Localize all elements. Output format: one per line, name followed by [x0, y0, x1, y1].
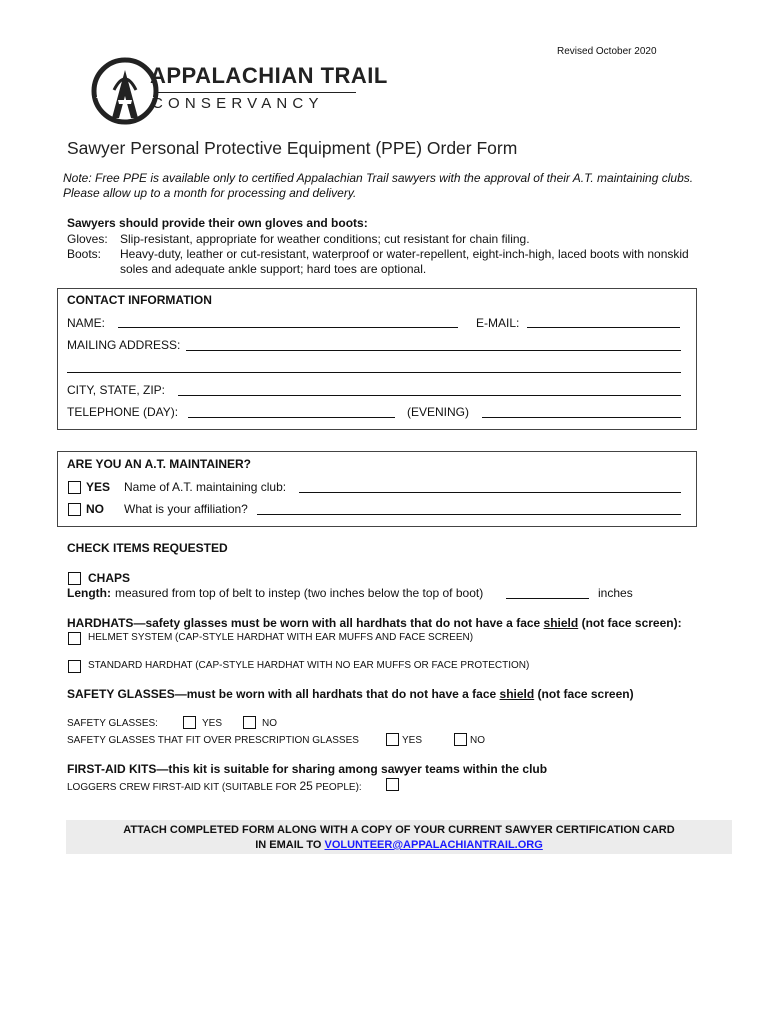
firstaid-label-tail: PEOPLE):: [312, 782, 362, 793]
standard-hardhat-checkbox[interactable]: [68, 660, 81, 673]
over-glasses-no-label: NO: [470, 735, 485, 746]
name-field[interactable]: [118, 327, 458, 328]
note-line2: Please allow up to a month for processing and delivery.: [63, 186, 357, 200]
glasses-no-checkbox[interactable]: [243, 716, 256, 729]
firstaid-kit-checkbox[interactable]: [386, 778, 399, 791]
telephone-day-label: TELEPHONE (DAY):: [67, 405, 179, 419]
glasses-heading-text: SAFETY GLASSES—must be worn with all hardhats that do not have a face: [67, 687, 500, 701]
club-prompt: Name of A.T. maintaining club:: [124, 480, 287, 494]
club-name-field[interactable]: [299, 492, 681, 493]
glasses-yes-checkbox[interactable]: [183, 716, 196, 729]
gloves-label: Gloves:: [67, 232, 108, 246]
firstaid-label-count: 25: [299, 779, 313, 793]
boots-text-1: Heavy-duty, leather or cut-resistant, waterproof or water-repellent, eight-inch-high, laced boots with nonskid: [120, 247, 689, 261]
gear-heading: Sawyers should provide their own gloves and boots:: [67, 216, 368, 230]
glasses-heading: [67, 687, 634, 701]
affiliation-field[interactable]: [257, 514, 681, 515]
name-label: NAME:: [67, 316, 106, 330]
footer-line1: ATTACH COMPLETED FORM ALONG WITH A COPY OF YOUR CURRENT SAWYER CERTIFICATION CARD: [123, 824, 675, 836]
city-label: CITY, STATE, ZIP:: [67, 383, 166, 397]
firstaid-label-text: LOGGERS CREW FIRST-AID KIT (SUITABLE FOR: [67, 782, 300, 793]
boots-text-2: soles and adequate ankle support; hard toes are optional.: [120, 262, 427, 276]
mailing-label: MAILING ADDRESS:: [67, 338, 181, 352]
firstaid-label: [67, 779, 362, 793]
helmet-system-checkbox[interactable]: [68, 632, 81, 645]
over-glasses-yes-checkbox[interactable]: [386, 733, 399, 746]
email-field[interactable]: [527, 327, 680, 328]
hardhats-heading-text: HARDHATS—safety glasses must be worn with all hardhats that do not have a face: [67, 616, 544, 630]
mailing-address-field-2[interactable]: [67, 372, 681, 373]
chaps-length-field[interactable]: [506, 598, 589, 599]
chaps-checkbox[interactable]: [68, 572, 81, 585]
glasses-yes-label: YES: [202, 718, 223, 729]
mailing-address-field[interactable]: [186, 350, 681, 351]
volunteer-email-link[interactable]: VOLUNTEER@APPALACHIANTRAIL.ORG: [324, 839, 543, 851]
logo-line1: APPALACHIAN TRAIL: [150, 63, 388, 88]
helmet-system-label: HELMET SYSTEM (CAP-STYLE HARDHAT WITH EAR MUFFS AND FACE SCREEN): [88, 632, 474, 643]
over-glasses-no-checkbox[interactable]: [454, 733, 467, 746]
firstaid-heading: FIRST-AID KITS—this kit is suitable for sharing among sawyer teams within the club: [67, 762, 548, 776]
maintainer-heading: ARE YOU AN A.T. MAINTAINER?: [67, 457, 252, 471]
glasses-heading-tail: (not face screen): [534, 687, 634, 701]
over-glasses-label: SAFETY GLASSES THAT FIT OVER PRESCRIPTION GLASSES: [67, 735, 359, 746]
inches-label: inches: [598, 586, 633, 600]
hardhats-heading-tail: (not face screen):: [578, 616, 682, 630]
maintainer-no-label: NO: [86, 502, 104, 516]
email-label: E-MAIL:: [476, 316, 520, 330]
telephone-evening-field[interactable]: [482, 417, 681, 418]
hardhats-heading: [67, 616, 682, 630]
safety-glasses-label: SAFETY GLASSES:: [67, 718, 158, 729]
over-glasses-yes-label: YES: [402, 735, 423, 746]
gloves-text: Slip-resistant, appropriate for weather conditions; cut resistant for chain filing.: [120, 232, 530, 246]
note-line1: Note: Free PPE is available only to certified Appalachian Trail sawyers with the approval of their A.T. maintaining clubs.: [63, 171, 694, 185]
maintainer-no-checkbox[interactable]: [68, 503, 81, 516]
glasses-no-label: NO: [262, 718, 277, 729]
city-state-zip-field[interactable]: [178, 395, 681, 396]
logo-line2: CONSERVANCY: [152, 95, 324, 112]
logo-divider: [156, 92, 356, 93]
length-label: Length:: [67, 586, 111, 600]
telephone-day-field[interactable]: [188, 417, 395, 418]
maintainer-yes-label: YES: [86, 480, 111, 494]
boots-label: Boots:: [67, 247, 102, 261]
hardhats-heading-shield: shield: [543, 616, 579, 630]
contact-heading: CONTACT INFORMATION: [67, 293, 212, 307]
revised-date: Revised October 2020: [557, 46, 657, 57]
chaps-label: CHAPS: [88, 571, 131, 585]
page-title: Sawyer Personal Protective Equipment (PPE) Order Form: [67, 138, 518, 158]
standard-hardhat-label: STANDARD HARDHAT (CAP-STYLE HARDHAT WITH NO EAR MUFFS OR FACE PROTECTION): [88, 660, 530, 671]
telephone-evening-label: (EVENING): [407, 405, 470, 419]
length-text: measured from top of belt to instep (two inches below the top of boot): [115, 586, 484, 600]
footer-email-prefix: IN EMAIL TO: [255, 839, 322, 851]
glasses-heading-shield: shield: [499, 687, 535, 701]
footer-line2: [66, 839, 732, 851]
affiliation-prompt: What is your affiliation?: [124, 502, 248, 516]
maintainer-yes-checkbox[interactable]: [68, 481, 81, 494]
items-heading: CHECK ITEMS REQUESTED: [67, 541, 228, 555]
